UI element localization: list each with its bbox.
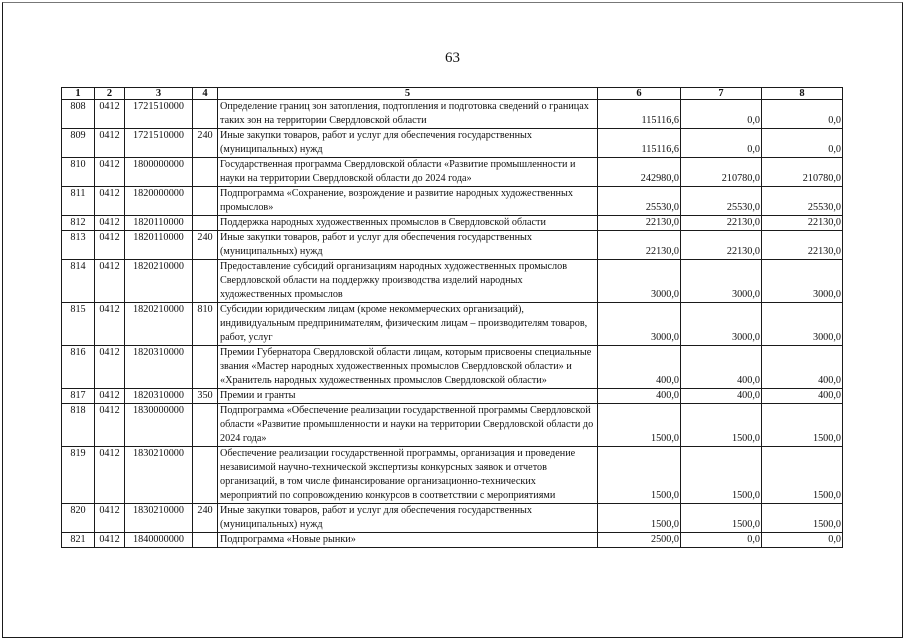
- item-name: Премии и гранты: [218, 389, 598, 404]
- amount-col-7: 3000,0: [681, 260, 762, 303]
- row-number: 810: [62, 158, 95, 187]
- table-body: [62, 100, 843, 548]
- target-code: 1820210000: [125, 260, 193, 303]
- expense-type: 810: [193, 303, 218, 346]
- target-code: 1721510000: [125, 100, 193, 129]
- header-col-7: 7: [681, 88, 762, 100]
- target-code: 1830210000: [125, 447, 193, 504]
- row-number: 815: [62, 303, 95, 346]
- table-row: [62, 158, 843, 187]
- amount-col-8: 0,0: [762, 100, 843, 129]
- section-code: 0412: [95, 504, 125, 533]
- amount-col-6: 22130,0: [598, 216, 681, 231]
- item-name: Подпрограмма «Сохранение, возрождение и развитие народных художественных промыслов»: [218, 187, 598, 216]
- section-code: 0412: [95, 447, 125, 504]
- expense-type: 240: [193, 231, 218, 260]
- header-col-4: 4: [193, 88, 218, 100]
- amount-col-6: 115116,6: [598, 100, 681, 129]
- amount-col-7: 400,0: [681, 346, 762, 389]
- item-name: Премии Губернатора Свердловской области лицам, которым присвоены специальные звания «Мастер народных художественных промыслов Свердловской области» и «Хранитель народных художественных промыслов Свердловской области»: [218, 346, 598, 389]
- target-code: 1830210000: [125, 504, 193, 533]
- target-code: 1820310000: [125, 346, 193, 389]
- item-name: Предоставление субсидий организациям народных художественных промыслов Свердловской области на поддержку производства изделий народных художественных промыслов: [218, 260, 598, 303]
- expense-type: [193, 346, 218, 389]
- row-number: 821: [62, 533, 95, 548]
- section-code: 0412: [95, 303, 125, 346]
- table-row: [62, 346, 843, 389]
- section-code: 0412: [95, 231, 125, 260]
- expense-type: 240: [193, 129, 218, 158]
- amount-col-6: 1500,0: [598, 447, 681, 504]
- table-header: [62, 88, 843, 100]
- table-row: [62, 187, 843, 216]
- header-col-1: 1: [62, 88, 95, 100]
- page-number: 63: [445, 50, 460, 66]
- row-number: 809: [62, 129, 95, 158]
- item-name: Иные закупки товаров, работ и услуг для обеспечения государственных (муниципальных) нужд: [218, 231, 598, 260]
- target-code: 1820000000: [125, 187, 193, 216]
- row-number: 808: [62, 100, 95, 129]
- row-number: 820: [62, 504, 95, 533]
- row-number: 811: [62, 187, 95, 216]
- table-row: [62, 303, 843, 346]
- table-row: [62, 533, 843, 548]
- amount-col-6: 1500,0: [598, 504, 681, 533]
- budget-table: [61, 87, 843, 548]
- amount-col-8: 22130,0: [762, 231, 843, 260]
- expense-type: [193, 100, 218, 129]
- section-code: 0412: [95, 260, 125, 303]
- amount-col-8: 210780,0: [762, 158, 843, 187]
- amount-col-6: 3000,0: [598, 260, 681, 303]
- section-code: 0412: [95, 187, 125, 216]
- expense-type: [193, 158, 218, 187]
- item-name: Определение границ зон затопления, подтопления и подготовка сведений о границах таких зон на территории Свердловской области: [218, 100, 598, 129]
- target-code: 1721510000: [125, 129, 193, 158]
- expense-type: [193, 447, 218, 504]
- target-code: 1830000000: [125, 404, 193, 447]
- expense-type: [193, 260, 218, 303]
- section-code: 0412: [95, 100, 125, 129]
- amount-col-7: 3000,0: [681, 303, 762, 346]
- item-name: Иные закупки товаров, работ и услуг для обеспечения государственных (муниципальных) нужд: [218, 504, 598, 533]
- table-row: [62, 260, 843, 303]
- amount-col-6: 1500,0: [598, 404, 681, 447]
- row-number: 816: [62, 346, 95, 389]
- target-code: 1820210000: [125, 303, 193, 346]
- item-name: Подпрограмма «Обеспечение реализации государственной программы Свердловской области «Развитие промышленности и науки на территории Свердловской области до 2024 года»: [218, 404, 598, 447]
- item-name: Субсидии юридическим лицам (кроме некоммерческих организаций), индивидуальным предпринимателям, физическим лицам – производителям товаров, работ, услуг: [218, 303, 598, 346]
- amount-col-8: 1500,0: [762, 504, 843, 533]
- amount-col-8: 400,0: [762, 389, 843, 404]
- amount-col-8: 0,0: [762, 129, 843, 158]
- amount-col-6: 3000,0: [598, 303, 681, 346]
- item-name: Подпрограмма «Новые рынки»: [218, 533, 598, 548]
- row-number: 813: [62, 231, 95, 260]
- amount-col-6: 25530,0: [598, 187, 681, 216]
- header-col-3: 3: [125, 88, 193, 100]
- row-number: 817: [62, 389, 95, 404]
- item-name: Обеспечение реализации государственной программы, организация и проведение независимой научно-технической экспертизы конкурсных заявок и отчетов организаций, в том числе финансирование организационно-технических мероприятий по сопровождению конкурсов в соответствии с мероприятиями: [218, 447, 598, 504]
- amount-col-6: 242980,0: [598, 158, 681, 187]
- table-row: [62, 389, 843, 404]
- amount-col-8: 400,0: [762, 346, 843, 389]
- section-code: 0412: [95, 129, 125, 158]
- item-name: Иные закупки товаров, работ и услуг для обеспечения государственных (муниципальных) нужд: [218, 129, 598, 158]
- table-row: [62, 100, 843, 129]
- item-name: Поддержка народных художественных промыслов в Свердловской области: [218, 216, 598, 231]
- section-code: 0412: [95, 404, 125, 447]
- amount-col-8: 1500,0: [762, 447, 843, 504]
- amount-col-8: 3000,0: [762, 260, 843, 303]
- amount-col-7: 1500,0: [681, 504, 762, 533]
- expense-type: [193, 216, 218, 231]
- section-code: 0412: [95, 389, 125, 404]
- section-code: 0412: [95, 216, 125, 231]
- header-col-2: 2: [95, 88, 125, 100]
- target-code: 1840000000: [125, 533, 193, 548]
- expense-type: [193, 533, 218, 548]
- amount-col-7: 25530,0: [681, 187, 762, 216]
- table-row: [62, 447, 843, 504]
- header-col-6: 6: [598, 88, 681, 100]
- amount-col-7: 22130,0: [681, 231, 762, 260]
- table-row: [62, 404, 843, 447]
- amount-col-8: 0,0: [762, 533, 843, 548]
- expense-type: 240: [193, 504, 218, 533]
- amount-col-8: 3000,0: [762, 303, 843, 346]
- target-code: 1820110000: [125, 231, 193, 260]
- amount-col-7: 210780,0: [681, 158, 762, 187]
- table-row: [62, 129, 843, 158]
- row-number: 818: [62, 404, 95, 447]
- amount-col-7: 400,0: [681, 389, 762, 404]
- target-code: 1820310000: [125, 389, 193, 404]
- table-row: [62, 504, 843, 533]
- section-code: 0412: [95, 533, 125, 548]
- amount-col-6: 22130,0: [598, 231, 681, 260]
- expense-type: [193, 404, 218, 447]
- target-code: 1800000000: [125, 158, 193, 187]
- amount-col-6: 400,0: [598, 389, 681, 404]
- amount-col-7: 0,0: [681, 533, 762, 548]
- header-row: [62, 88, 843, 100]
- table-row: [62, 231, 843, 260]
- expense-type: 350: [193, 389, 218, 404]
- header-col-8: 8: [762, 88, 843, 100]
- amount-col-7: 22130,0: [681, 216, 762, 231]
- expense-type: [193, 187, 218, 216]
- amount-col-8: 22130,0: [762, 216, 843, 231]
- amount-col-7: 1500,0: [681, 404, 762, 447]
- amount-col-8: 25530,0: [762, 187, 843, 216]
- section-code: 0412: [95, 158, 125, 187]
- section-code: 0412: [95, 346, 125, 389]
- amount-col-7: 1500,0: [681, 447, 762, 504]
- target-code: 1820110000: [125, 216, 193, 231]
- amount-col-6: 2500,0: [598, 533, 681, 548]
- amount-col-8: 1500,0: [762, 404, 843, 447]
- amount-col-6: 400,0: [598, 346, 681, 389]
- item-name: Государственная программа Свердловской области «Развитие промышленности и науки на территории Свердловской области до 2024 года»: [218, 158, 598, 187]
- amount-col-7: 0,0: [681, 129, 762, 158]
- amount-col-6: 115116,6: [598, 129, 681, 158]
- row-number: 814: [62, 260, 95, 303]
- amount-col-7: 0,0: [681, 100, 762, 129]
- row-number: 812: [62, 216, 95, 231]
- header-col-5: 5: [218, 88, 598, 100]
- table-row: [62, 216, 843, 231]
- row-number: 819: [62, 447, 95, 504]
